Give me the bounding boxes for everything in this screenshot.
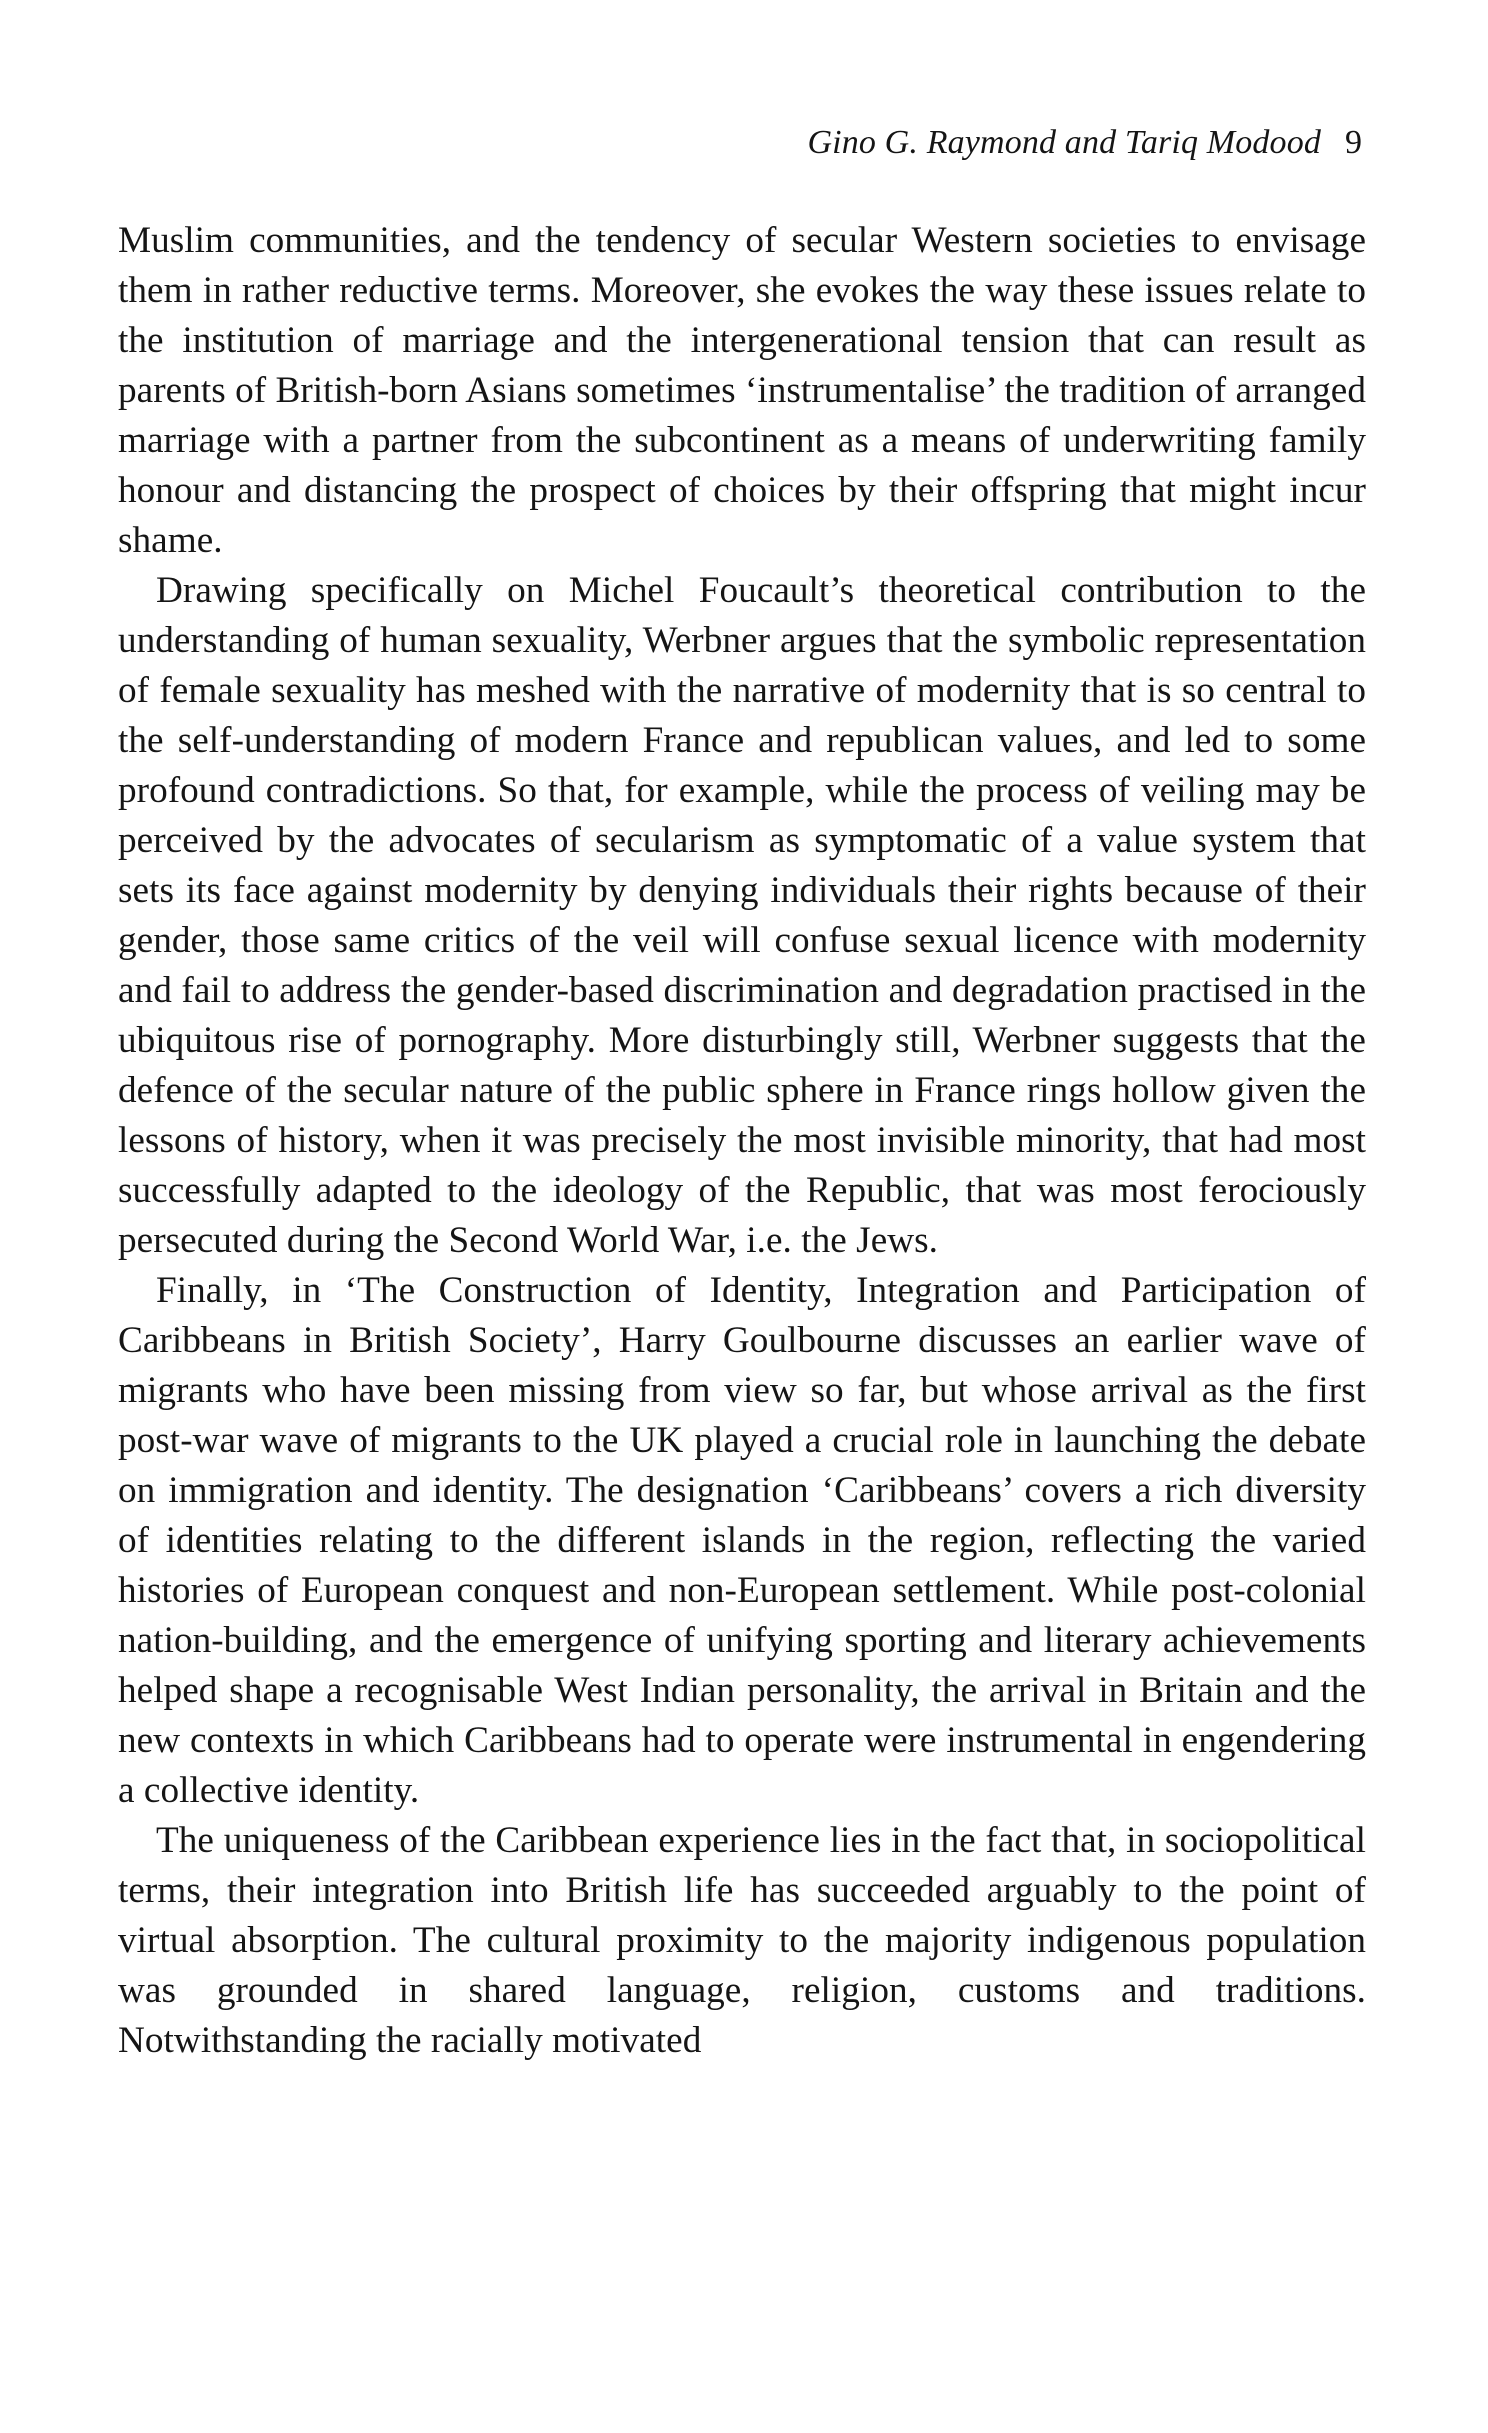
paragraph-continued: Muslim communities, and the tendency of secular Western societies to envisage them in rather reductive terms. Moreover, she evokes the way these issues relate to the institution of marriage and the intergenerational tension that can result as parents of British-born Asians sometimes ‘instrumentalise’ the tradition of arranged marriage with a partner from the subcontinent as a means of underwriting family honour and distancing the prospect of choices by their offspring that might incur shame.	[118, 220, 1366, 561]
running-head-authors: Gino G. Raymond and Tariq Modood	[807, 124, 1321, 161]
paragraph-caribbean-uniqueness: The uniqueness of the Caribbean experience lies in the fact that, in sociopolitical terms, their integration into British life has succeeded arguably to the point of virtual absorption. The cultural proximity to the majority indigenous population was grounded in shared language, religion, customs and traditions. Notwithstanding the racially motivated	[118, 1820, 1366, 2061]
paragraph-werbner-foucault: Drawing specifically on Michel Foucault’s theoretical contribution to the understanding of human sexuality, Werbner argues that the symbolic representation of female sexuality has meshed with the narrative of modernity that is so central to the self-understanding of modern France and republican values, and led to some profound contradictions. So that, for example, while the process of veiling may be perceived by the advocates of secularism as symptomatic of a value system that sets its face against modernity by denying individuals their rights because of their gender, those same critics of the veil will confuse sexual licence with modernity and fail to address the gender-based discrimination and degradation practised in the ubiquitous rise of pornography. More disturbingly still, Werbner suggests that the defence of the secular nature of the public sphere in France rings hollow given the lessons of history, when it was precisely the most invisible minority, that had most successfully adapted to the ideology of the Republic, that was most ferociously persecuted during the Second World War, i.e. the Jews.	[118, 570, 1366, 1261]
body-text	[118, 216, 1366, 2066]
page-number: 9	[1345, 124, 1362, 161]
paragraph-goulbourne: Finally, in ‘The Construction of Identity, Integration and Participation of Caribbeans in British Society’, Harry Goulbourne discusses an earlier wave of migrants who have been missing from view so far, but whose arrival as the first post-war wave of migrants to the UK played a crucial role in launching the debate on immigration and identity. The designation ‘Caribbeans’ covers a rich diversity of identities relating to the different islands in the region, reflecting the varied histories of European conquest and non-European settlement. While post-colonial nation-building, and the emergence of unifying sporting and literary achievements helped shape a recognisable West Indian personality, the arrival in Britain and the new contexts in which Caribbeans had to operate were instrumental in engendering a collective identity.	[118, 1270, 1366, 1811]
running-head	[118, 118, 1362, 168]
